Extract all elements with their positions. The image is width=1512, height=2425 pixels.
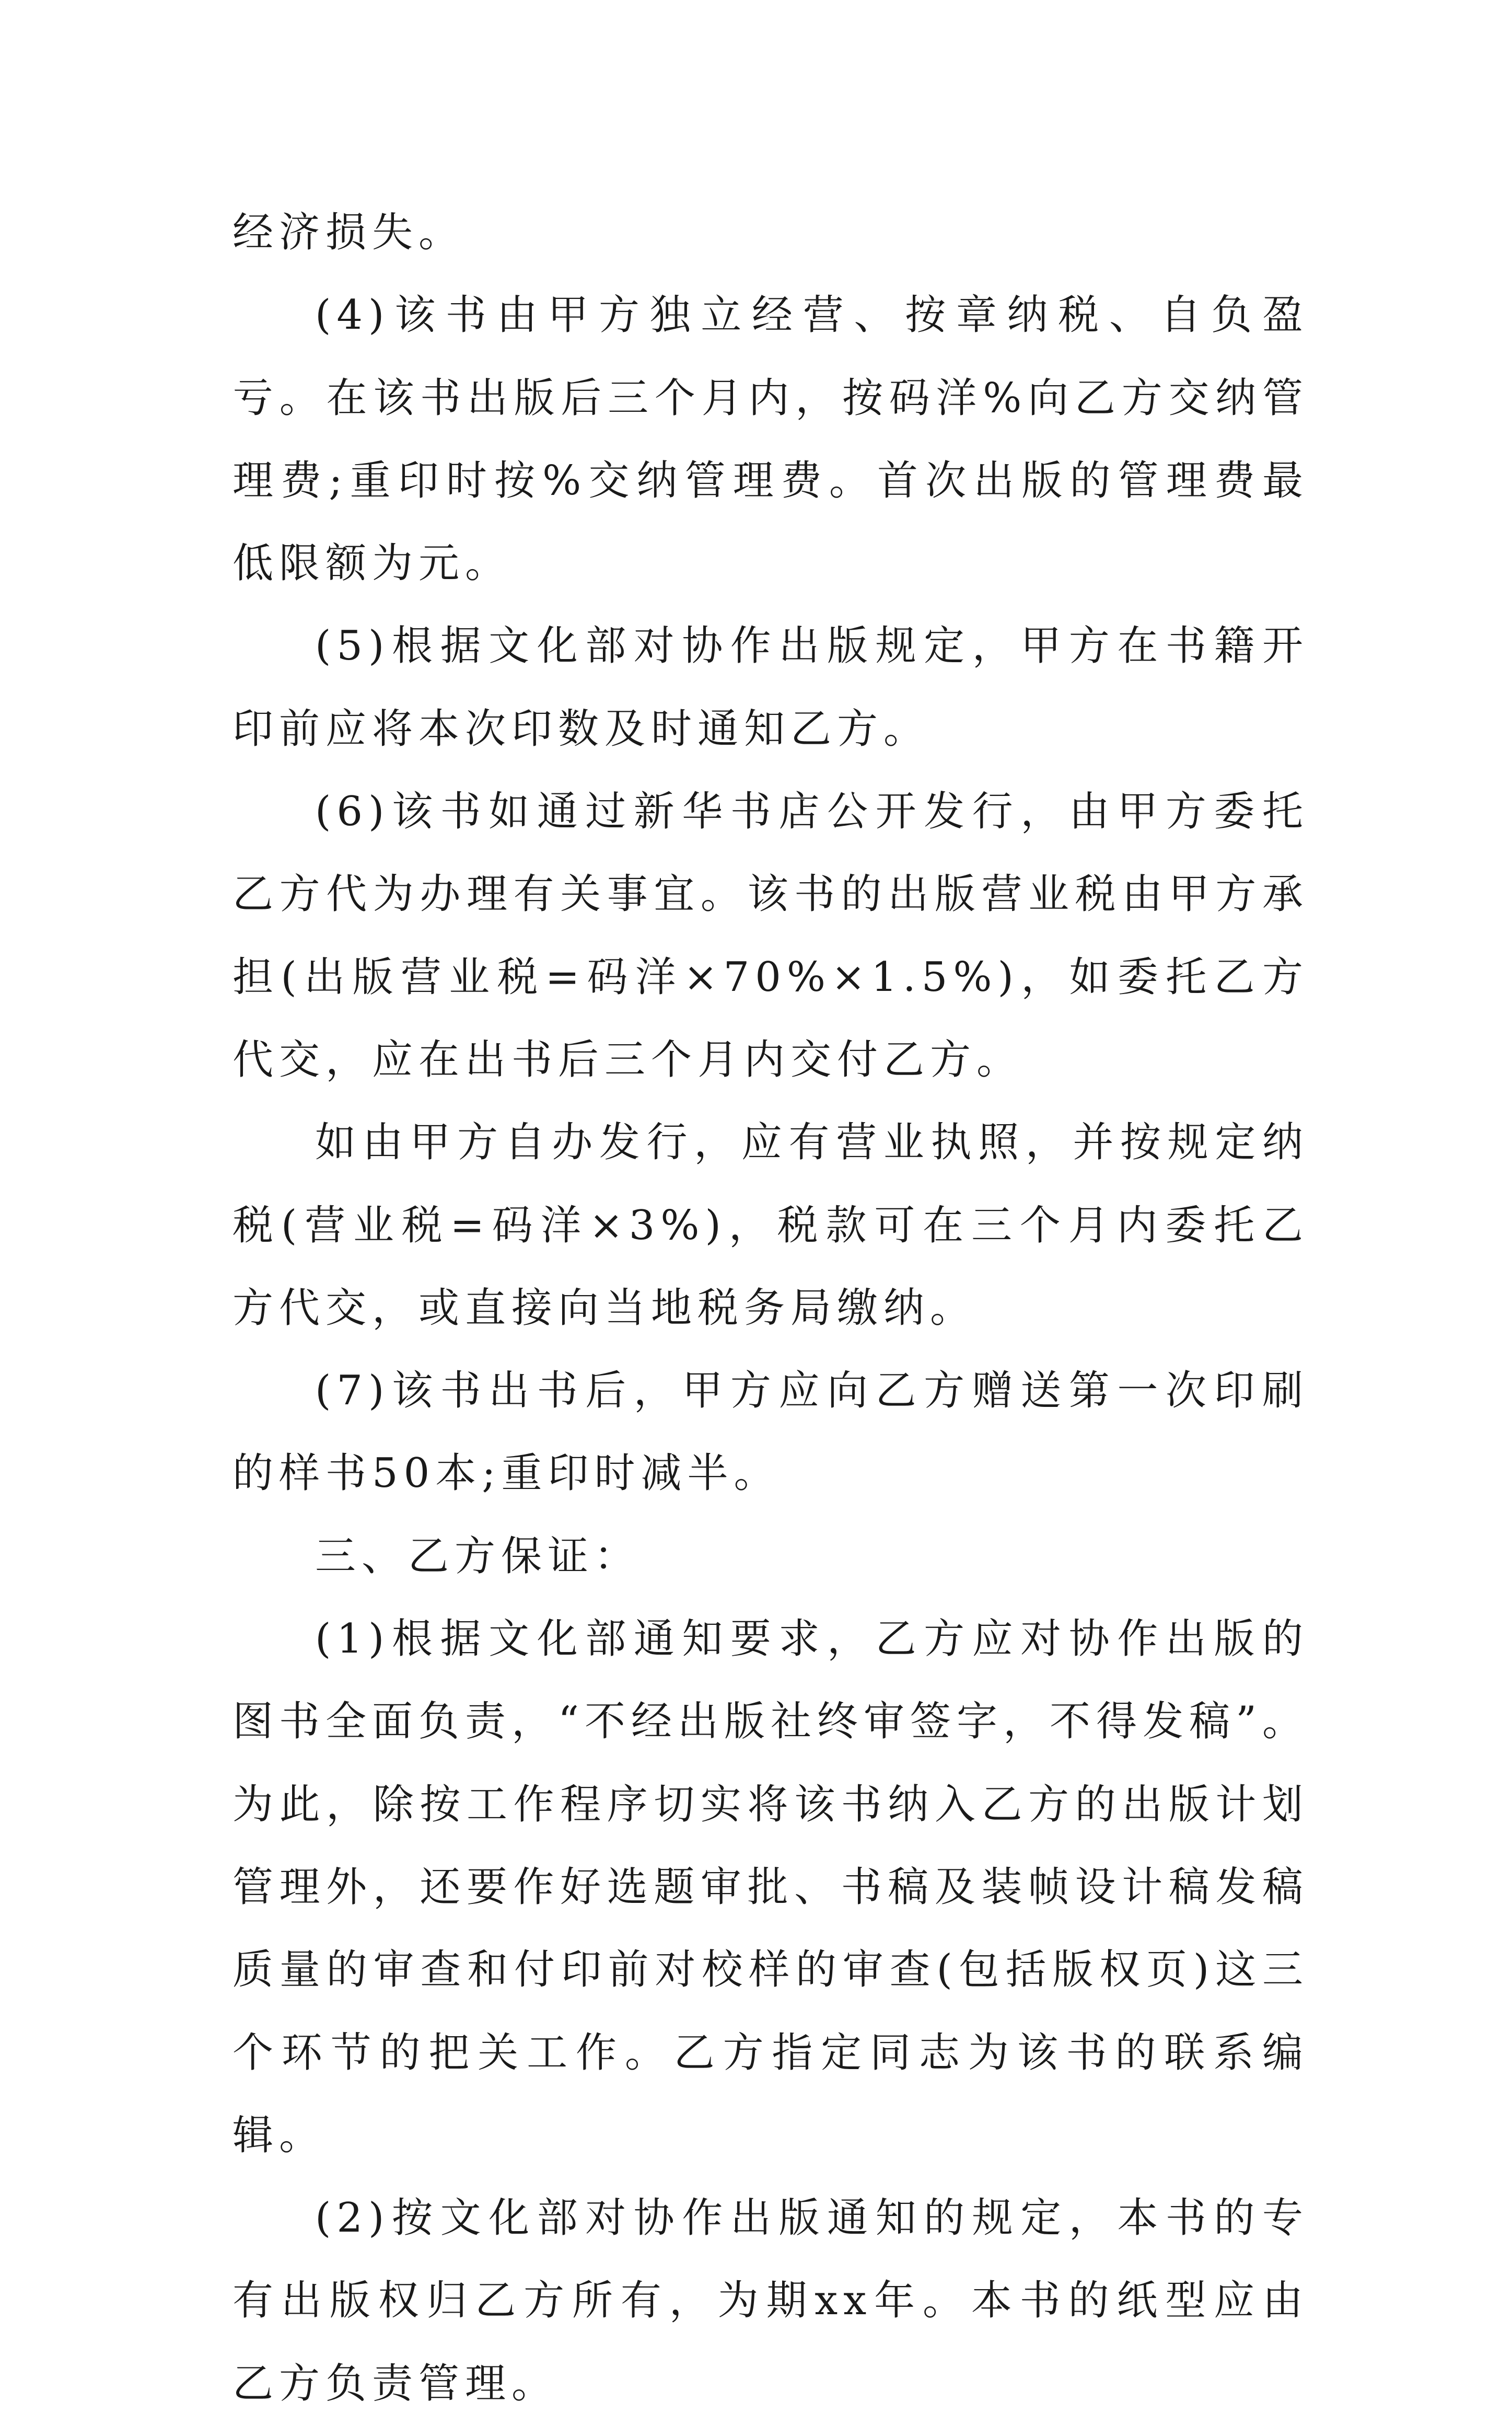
paragraph-guarantee-1: (1)根据文化部通知要求，乙方应对协作出版的图书全面负责，“不经出版社终审签字，不得发稿”。为此，除按工作程序切实将该书纳入乙方的出版计划管理外，还要作好选题审批、书稿及装帧设计稿发稿质量的审查和付印前对校样的审查(包括版权页)这三个环节的把关工作。乙方指定同志为该书的联系编辑。 [232,1615,1309,2159]
paragraph-item-4: (4)该书由甲方独立经营、按章纳税、自负盈亏。在该书出版后三个月内，按码洋%向乙方交纳管理费;重印时按%交纳管理费。首次出版的管理费最低限额为元。 [232,292,1309,587]
paragraph-item-6: (6)该书如通过新华书店公开发行，由甲方委托乙方代为办理有关事宜。该书的出版营业税由甲方承担(出版营业税=码洋×70%×1.5%)，如委托乙方代交，应在出书后三个月内交付乙方。 [232,788,1309,1083]
paragraph-continuation: 经济损失。 [232,209,466,256]
paragraph-self-distribution: 如由甲方自办发行，应有营业执照，并按规定纳税(营业税=码洋×3%)，税款可在三个月内委托乙方代交，或直接向当地税务局缴纳。 [232,1119,1309,1332]
document-body [232,191,1309,2425]
paragraph-item-5: (5)根据文化部对协作出版规定，甲方在书籍开印前应将本次印数及时通知乙方。 [232,622,1309,753]
section-heading-party-b-guarantee: 三、乙方保证： [315,1532,641,1580]
paragraph-item-7: (7)该书出书后，甲方应向乙方赠送第一次印刷的样书50本;重印时减半。 [232,1367,1309,1497]
paragraph-guarantee-2: (2)按文化部对协作出版通知的规定，本书的专有出版权归乙方所有，为期xx年。本书的纸型应由乙方负责管理。 [232,2195,1309,2407]
